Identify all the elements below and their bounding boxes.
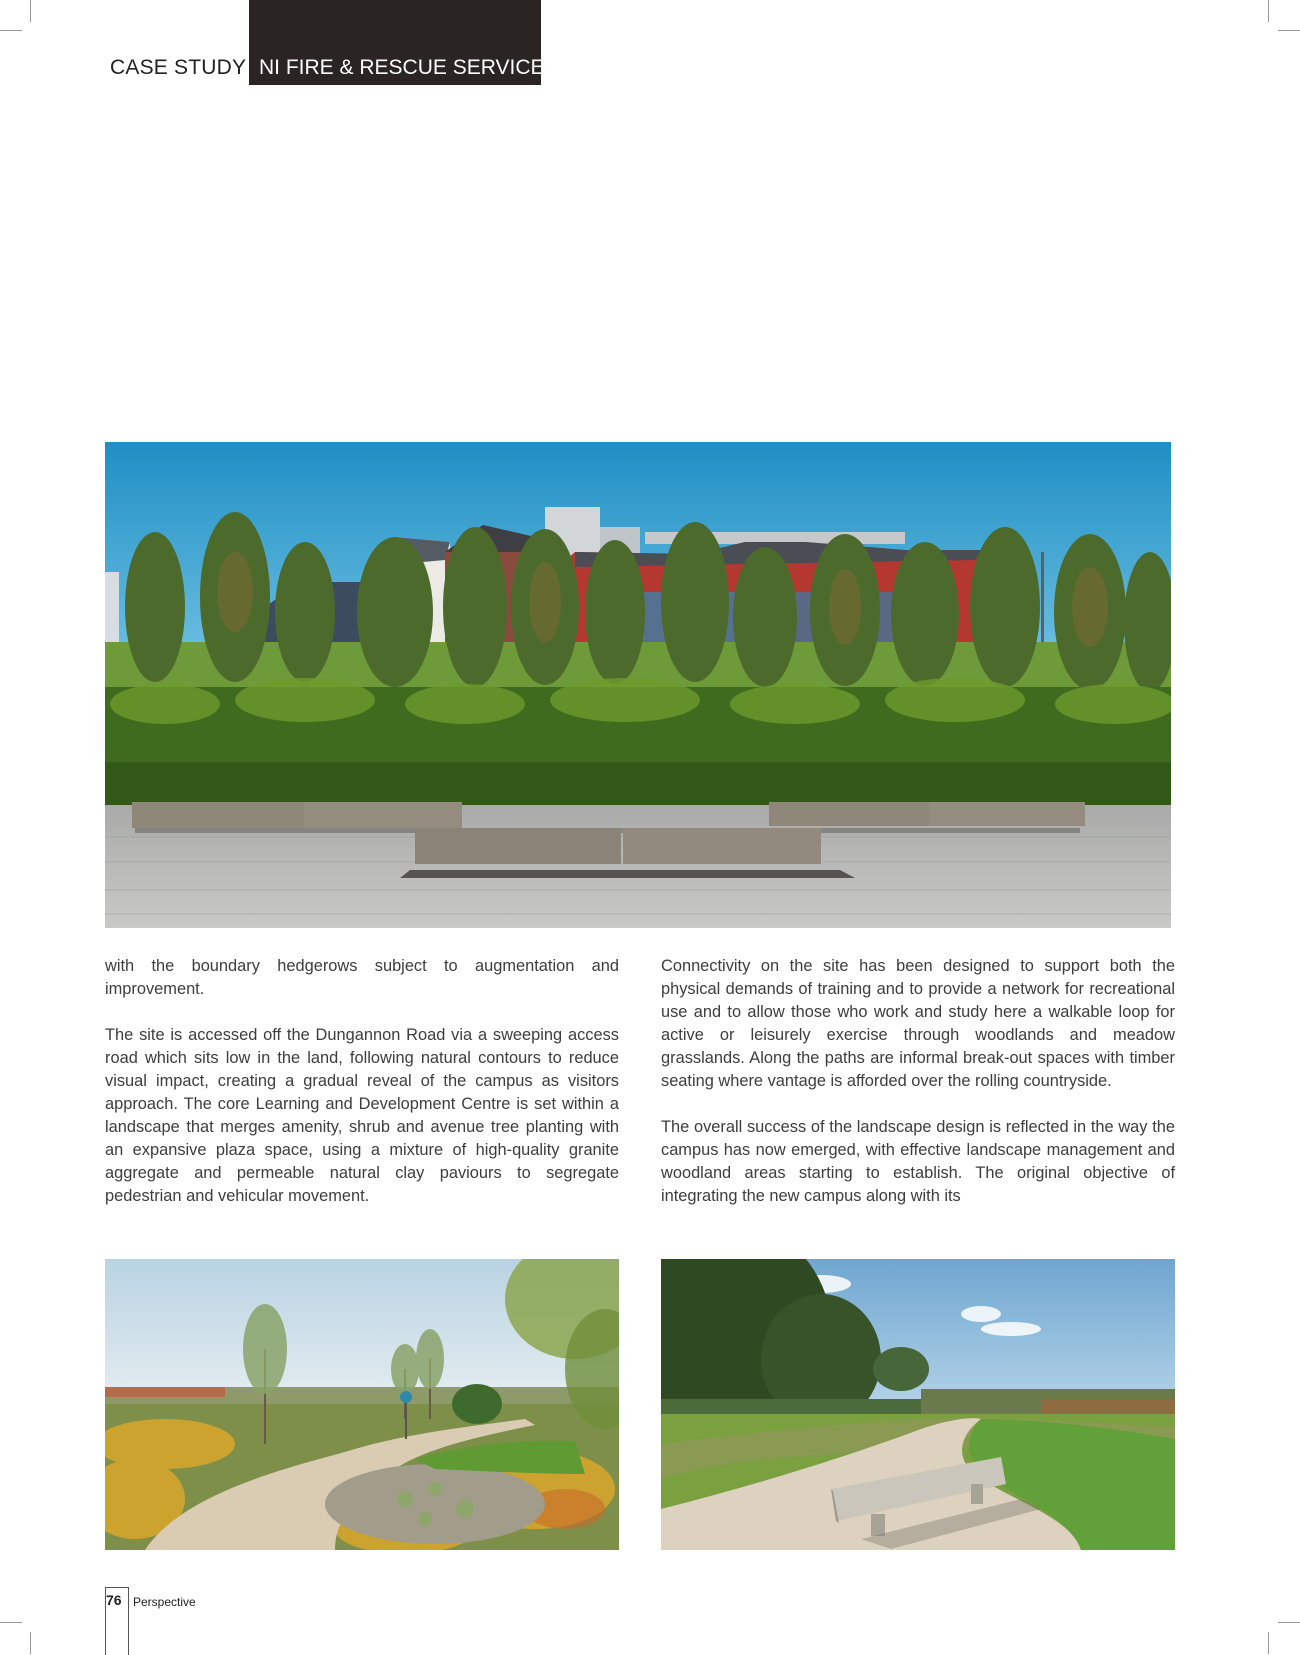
paragraph: Connectivity on the site has been designed to support both the physical demands of training and to provide a network for recreational use and to allow those who work and study here a walkable loop for active or leisurely exercise through woodlands and meadow grasslands. Along the paths are informal break-out spaces with timber seating where vantage is afforded over the rolling countryside. <box>661 957 1175 1090</box>
crop-mark-right-bottom <box>1278 1622 1300 1623</box>
photo-meadow-path <box>105 1259 619 1550</box>
publication-name: Perspective <box>133 1595 196 1609</box>
header-title-box <box>249 0 545 85</box>
photo-bench-on-path <box>661 1259 1175 1550</box>
hero-photo-campus-plaza <box>105 442 1171 928</box>
body-column-right <box>661 955 1175 1231</box>
page-title: NI FIRE & RESCUE SERVICE <box>259 56 545 79</box>
paragraph: The overall success of the landscape design is reflected in the way the campus has now emerged, with effective landscape management and woodland areas starting to establish. The original objective of integrating the new campus along with its <box>661 1118 1175 1205</box>
paragraph: The site is accessed off the Dungannon Road via a sweeping access road which sits low in the land, following natural contours to reduce visual impact, creating a gradual reveal of the campus as visitors approach. The core Learning and Development Centre is set within a landscape that merges amenity, shrub and avenue tree planting with an expansive plaza space, using a mixture of high-quality granite aggregate and permeable natural clay paviours to segregate pedestrian and vehicular movement. <box>105 1026 619 1205</box>
crop-mark-left-bottom <box>0 1622 22 1623</box>
crop-mark-bottom-left <box>30 1632 31 1654</box>
paragraph: with the boundary hedgerows subject to augmentation and improvement. <box>105 957 619 998</box>
crop-mark-bottom-right <box>1268 1632 1269 1654</box>
body-column-left <box>105 955 619 1231</box>
crop-mark-right-top <box>1278 30 1300 31</box>
crop-mark-top-left <box>30 0 31 22</box>
section-label: CASE STUDY <box>110 56 247 79</box>
crop-mark-top-right <box>1268 0 1269 22</box>
page-number: 76 <box>106 1592 122 1608</box>
crop-mark-left-top <box>0 30 22 31</box>
